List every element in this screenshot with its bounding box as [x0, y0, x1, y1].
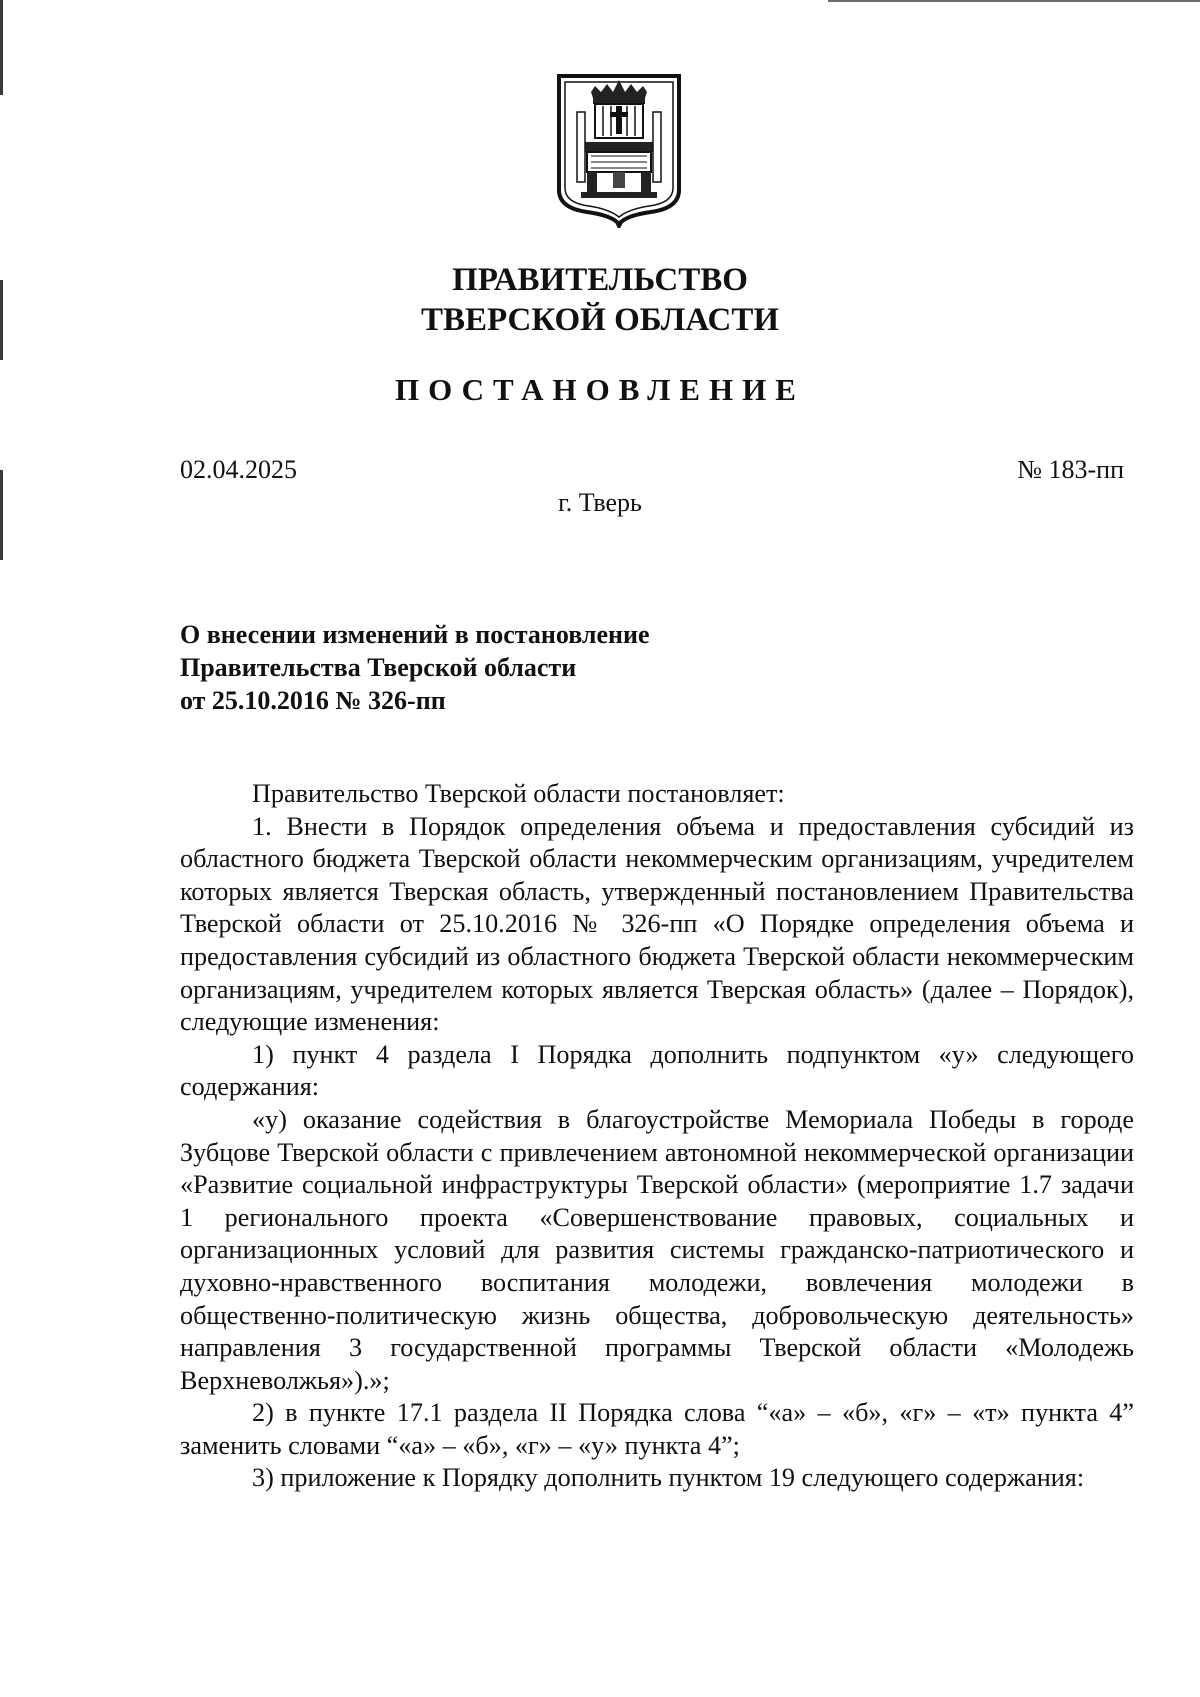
body-intro: Правительство Тверской области постановляет:: [252, 779, 785, 808]
body-paragraph-5: 3) приложение к Порядку дополнить пунктом 19 следующего содержания:: [252, 1463, 1085, 1493]
body-paragraph-1: 1. Внести в Порядок определения объема и предоставления субсидий из областного бюджета Тверской области некоммерческим организациям, учредителем которых является Тверская область, утвержденный постановлением Правительства Тверской области от 25.10.2016 № 326-пп «О Порядке определения объема и предоставления субсидий из областного бюджета Тверской области некоммерческим организациям, учредителем которых является Тверская область» (далее – Порядок), следующие изменения:: [180, 811, 1134, 1037]
scan-edge-line: [828, 0, 1200, 2]
organization-region: ТВЕРСКОЙ ОБЛАСТИ: [420, 302, 780, 338]
subject-line: от 25.10.2016 № 326-пп: [180, 686, 446, 715]
document-number: № 183-пп: [1017, 455, 1124, 484]
organization-name: ПРАВИТЕЛЬСТВО: [452, 262, 748, 298]
tver-coat-of-arms-icon: [555, 72, 683, 228]
subject-line: О внесении изменений в постановление: [180, 620, 650, 649]
document-type-title: ПОСТАНОВЛЕНИЕ: [395, 372, 805, 407]
document-body: [180, 778, 1134, 1495]
document-subject: [180, 618, 780, 717]
body-paragraph-2: 1) пункт 4 раздела I Порядка дополнить подпунктом «у» следующего содержания:: [180, 1039, 1134, 1102]
body-paragraph-3: «у) оказание содействия в благоустройстве Мемориала Победы в городе Зубцове Тверской области с привлечением автономной некоммерческой организации «Развитие социальной инфраструктуры Тверской области» (мероприятие 1.7 задачи 1 регионального проекта «Совершенствование правовых, социальных и организационных условий для развития системы гражданско-патриотического и духовно-нравственного воспитания молодежи, вовлечения молодежи в общественно-политическую жизнь общества, добровольческую деятельность» направления 3 государственной программы Тверской области «Молодежь Верхневолжья»).»;: [180, 1104, 1134, 1395]
document-date: 02.04.2025: [180, 455, 297, 484]
scan-left-edge-mark: [0, 0, 3, 95]
subject-line: Правительства Тверской области: [180, 653, 577, 682]
body-paragraph-4: 2) в пункте 17.1 раздела II Порядка слова “«а» – «б», «г» – «т» пункта 4” заменить словами “«а» – «б», «г» – «у» пункта 4”;: [180, 1398, 1134, 1460]
document-city: г. Тверь: [558, 488, 642, 517]
